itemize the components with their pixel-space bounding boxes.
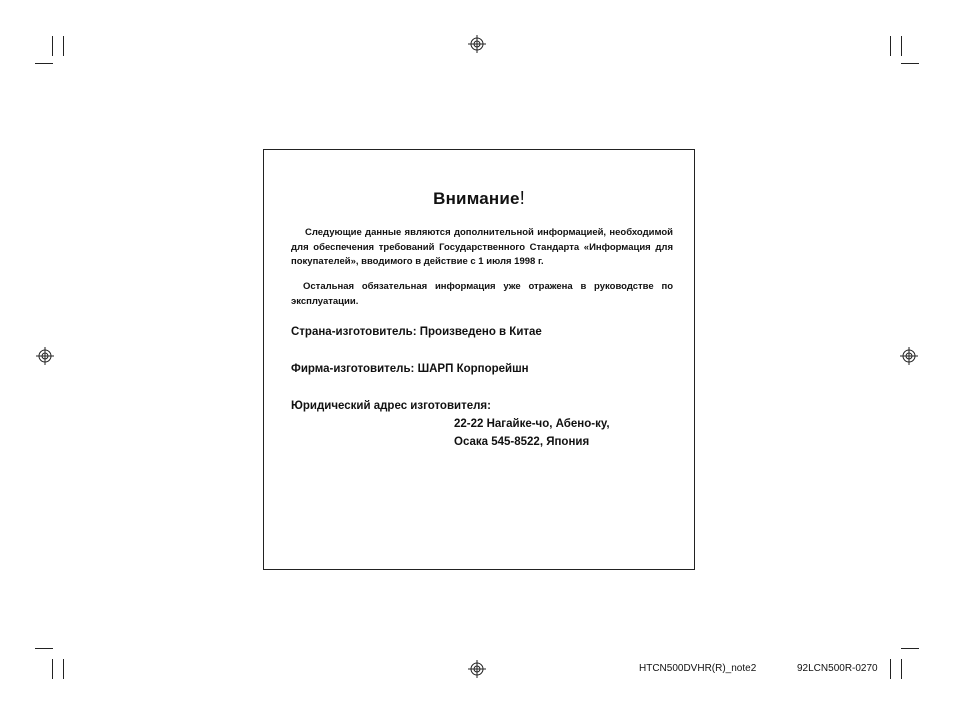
crop-mark (52, 36, 53, 56)
country-of-origin: Страна-изготовитель: Произведено в Китае (291, 326, 542, 338)
crop-mark (901, 63, 919, 64)
footer-part-number: 92LCN500R-0270 (797, 663, 878, 674)
notice-paragraph-2: Остальная обязательная информация уже отражена в руководстве по эксплуатации. (291, 281, 673, 307)
registration-mark-icon (468, 35, 486, 53)
footer-doc-code: HTCN500DVHR(R)_note2 (639, 663, 757, 674)
crop-mark (890, 659, 891, 679)
address-label: Юридический адрес изготовителя: (291, 400, 491, 412)
crop-mark (52, 659, 53, 679)
crop-mark (63, 36, 64, 56)
registration-mark-icon (468, 660, 486, 678)
crop-mark (901, 36, 902, 56)
notice-title-exclamation: ! (519, 188, 525, 208)
address-line-1: 22-22 Нагайке-чо, Абено-ку, (454, 418, 610, 430)
crop-mark (901, 659, 902, 679)
notice-title (264, 188, 694, 209)
registration-mark-icon (36, 347, 54, 365)
crop-mark (901, 648, 919, 649)
crop-mark (35, 648, 53, 649)
notice-box (263, 149, 695, 570)
crop-mark (63, 659, 64, 679)
crop-mark (35, 63, 53, 64)
crop-mark (890, 36, 891, 56)
address-line-2: Осака 545-8522, Япония (454, 436, 590, 448)
manufacturer: Фирма-изготовитель: ШАРП Корпорейшн (291, 363, 529, 375)
registration-mark-icon (900, 347, 918, 365)
notice-paragraph-1: Следующие данные являются дополнительной информацией, необходимой для обеспечения требований Государственного Стандарта «Информация для покупателей», вводимого в действие с 1 июля 1998 г. (291, 227, 673, 267)
notice-title-text: Внимание (433, 189, 520, 208)
